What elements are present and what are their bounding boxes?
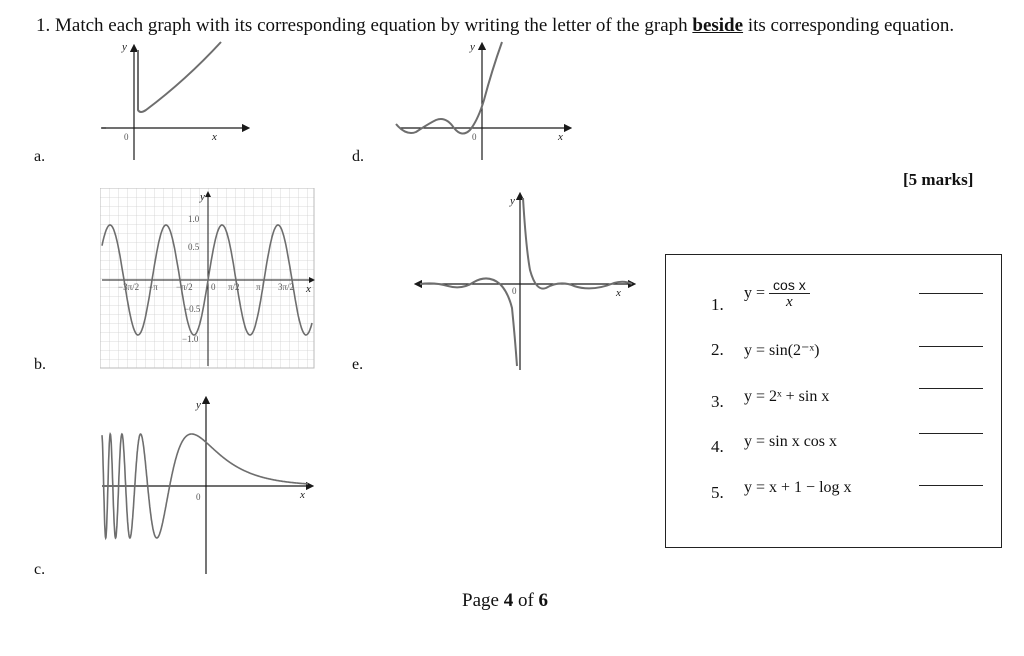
y-label: y [510,195,515,207]
curve-e-right [523,198,632,289]
equation-number: 5. [711,483,724,502]
equation-number: 2. [711,340,724,359]
y-tick-1: 1.0 [188,214,200,224]
y-tick-neg05: −0.5 [184,304,201,314]
answer-blank-3[interactable] [919,388,983,389]
equation-number: 4. [711,437,724,456]
x-label: x [616,287,621,299]
fraction [769,277,810,311]
x-label: x [306,283,311,295]
graph-letter-e: e. [352,356,364,373]
question-prefix: 1. Match each graph with its corresponding equation by writing the letter of the graph [36,15,693,36]
curve-a [138,42,221,112]
question-emphasis: beside [692,15,744,36]
equation-number: 1. [711,295,724,314]
answer-blank-5[interactable] [919,485,983,486]
equations-box [665,254,1002,548]
fraction-numerator: cos x [769,277,810,294]
graph-letter-c: c. [34,561,46,578]
y-tick-neg1: −1.0 [182,334,199,344]
equation-expression: y = 2ˣ + sin x [744,388,830,405]
footer-page-word: Page [462,590,499,611]
x-label: x [558,131,563,143]
origin-label: 0 [196,492,201,502]
equation-expression: y = sin x cos x [744,433,838,450]
question-text [36,15,954,37]
graph-letter-a: a. [34,148,46,165]
equation-expression [744,277,810,311]
origin-label: 0 [512,286,517,296]
graph-a [96,40,256,164]
graph-letter-d: d. [352,148,364,165]
x-tick-neg3pi2: −3π/2 [118,282,140,292]
x-label: x [300,489,305,501]
equation-lhs: y = [744,284,766,302]
x-label: x [212,131,217,143]
footer-page-number: 4 [503,590,514,611]
x-tick-negpi2: −π/2 [176,282,193,292]
equation-number: 3. [711,392,724,411]
y-label: y [200,191,205,203]
x-tick-0: 0 [211,282,216,292]
answer-blank-2[interactable] [919,346,983,347]
x-tick-pi: π [256,282,261,292]
footer-of-word: of [517,590,534,611]
footer-total-pages: 6 [538,590,549,611]
curve-d [396,42,502,134]
fraction-denominator: x [786,294,793,310]
y-tick-05: 0.5 [188,242,200,252]
marks-label: [5 marks] [903,170,974,189]
equation-expression: y = x + 1 − log x [744,479,852,496]
answer-blank-4[interactable] [919,433,983,434]
answer-blank-1[interactable] [919,293,983,294]
x-tick-pi2: π/2 [228,282,240,292]
origin-label: 0 [124,132,129,142]
graph-letter-b: b. [34,356,46,373]
graph-e [414,188,636,372]
grid-background [100,188,314,368]
graph-b [100,188,316,370]
question-suffix: its corresponding equation. [743,15,955,36]
origin-label: 0 [472,132,477,142]
graph-c [100,394,314,576]
curve-e-left [420,278,517,366]
x-tick-3pi2: 3π/2 [278,282,295,292]
y-label: y [122,41,127,53]
y-label: y [470,41,475,53]
page-footer [462,590,548,612]
equation-expression: y = sin(2⁻ˣ) [744,342,820,359]
y-label: y [196,399,201,411]
x-tick-negpi: −π [148,282,158,292]
graph-d [392,40,572,164]
